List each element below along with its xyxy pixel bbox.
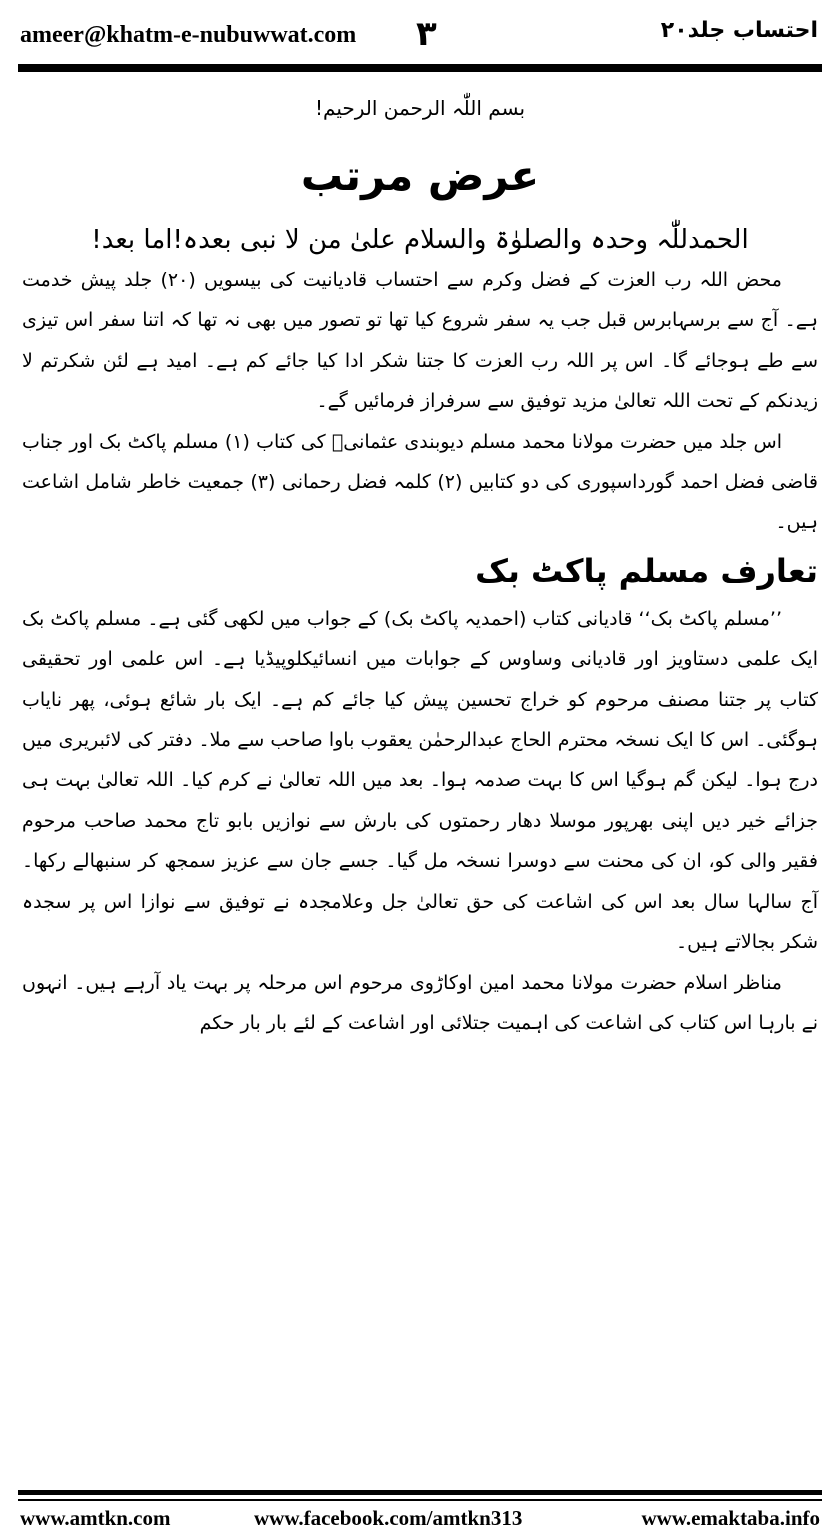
hamd-line: الحمدللّٰہ وحدہ والصلوٰۃ والسلام علیٰ من لا نبی بعدہ!اما بعد! bbox=[91, 225, 749, 255]
section-heading: تعارف مسلم پاکٹ بک bbox=[475, 551, 818, 590]
page-header bbox=[18, 14, 822, 58]
paragraph-intro: محض اللہ رب العزت کے فضل وکرم سے احتساب قادیانیت کی بیسویں (۲۰) جلد پیش خدمت ہے۔ آج سے برسہابرس قبل جب یہ سفر شروع کیا تھا تو تصور میں بھی نہ تھا کہ اتنا سفر اس تیزی سے طے ہوجائے گا۔ اس پر اللہ رب العزت کا جتنا شکر ادا کیا جائے کم ہے۔ امید ہے لئن شکرتم لا زیدنکم کے تحت اللہ تعالیٰ مزید توفیق سے سرفراز فرمائیں گے۔ bbox=[22, 269, 818, 413]
bismillah: بسم اللّٰہ الرحمن الرحیم! bbox=[314, 96, 526, 120]
footer-rule-thin bbox=[18, 1499, 822, 1501]
header-email: ameer@khatm-e-nubuwwat.com bbox=[20, 22, 357, 48]
paragraph-introduction: ’’مسلم پاکٹ بک‘‘ قادیانی کتاب (احمدیہ پاکٹ بک) کے جواب میں لکھی گئی ہے۔ مسلم پاکٹ بک ایک علمی دستاویز اور قادیانی وساوس کے جوابات میں انسائیکلوپیڈیا ہے۔ اس علمی اور تحقیقی کتاب پر جتنا مصنف مرحوم کو خراج تحسین پیش کیا جائے کم ہے۔ ایک بار شائع ہوئی، پھر نایاب ہوگئی۔ اس کا ایک نسخہ محترم الحاج عبدالرحمٰن یعقوب باوا صاحب سے ملا۔ دفتر کی لائبریری میں درج ہوا۔ لیکن گم ہوگیا اس کا بہت صدمہ ہوا۔ بعد میں اللہ تعالیٰ نے کرم کیا۔ اللہ تعالیٰ بہت ہی جزائے خیر دیں اپنی بھرپور موسلا دھار رحمتوں کی بارش سے نوازیں بابو تاج محمد صاحب مرحوم فقیر والی کو، ان کی محنت سے دوسرا نسخہ مل گیا۔ جسے جان سے عزیز سمجھ کر سنبھالے رکھا۔ آج سالہا سال بعد اس کی اشاعت کی حق تعالیٰ جل وعلامجدہ نے توفیق سے نوازا اس پر سجدہ شکر بجالاتے ہیں۔ bbox=[22, 607, 818, 954]
footer-link-facebook[interactable]: www.facebook.com/amtkn313 bbox=[254, 1506, 523, 1530]
page-number: ۳ bbox=[416, 14, 437, 54]
book-title: احتساب جلد۲۰ bbox=[660, 18, 818, 43]
paragraph-okarvi: مناظر اسلام حضرت مولانا محمد امین اوکاڑوی مرحوم اس مرحلہ پر بہت یاد آرہے ہیں۔ انہوں نے بارہا اس کتاب کی اشاعت کی اہمیت جتلائی اور اشاعت کے لئے بار بار حکم bbox=[22, 971, 818, 1034]
page-heading: عرض مرتب bbox=[300, 151, 540, 200]
footer-link-emaktaba[interactable]: www.emaktaba.info bbox=[641, 1506, 820, 1530]
footer-link-amtkn[interactable]: www.amtkn.com bbox=[20, 1506, 171, 1530]
paragraph-contents: اس جلد میں حضرت مولانا محمد مسلم دیوبندی عثمانیؒ کی کتاب (۱) مسلم پاکٹ بک اور جناب قاضی فضل احمد گورداسپوری کی دو کتابیں (۲) کلمہ فضل رحمانی (۳) جمعیت خاطر شامل اشاعت ہیں۔ bbox=[22, 430, 818, 534]
page-content bbox=[22, 92, 818, 1043]
footer-rule-thick bbox=[18, 1490, 822, 1495]
header-rule bbox=[18, 64, 822, 72]
page-footer bbox=[18, 1506, 822, 1534]
